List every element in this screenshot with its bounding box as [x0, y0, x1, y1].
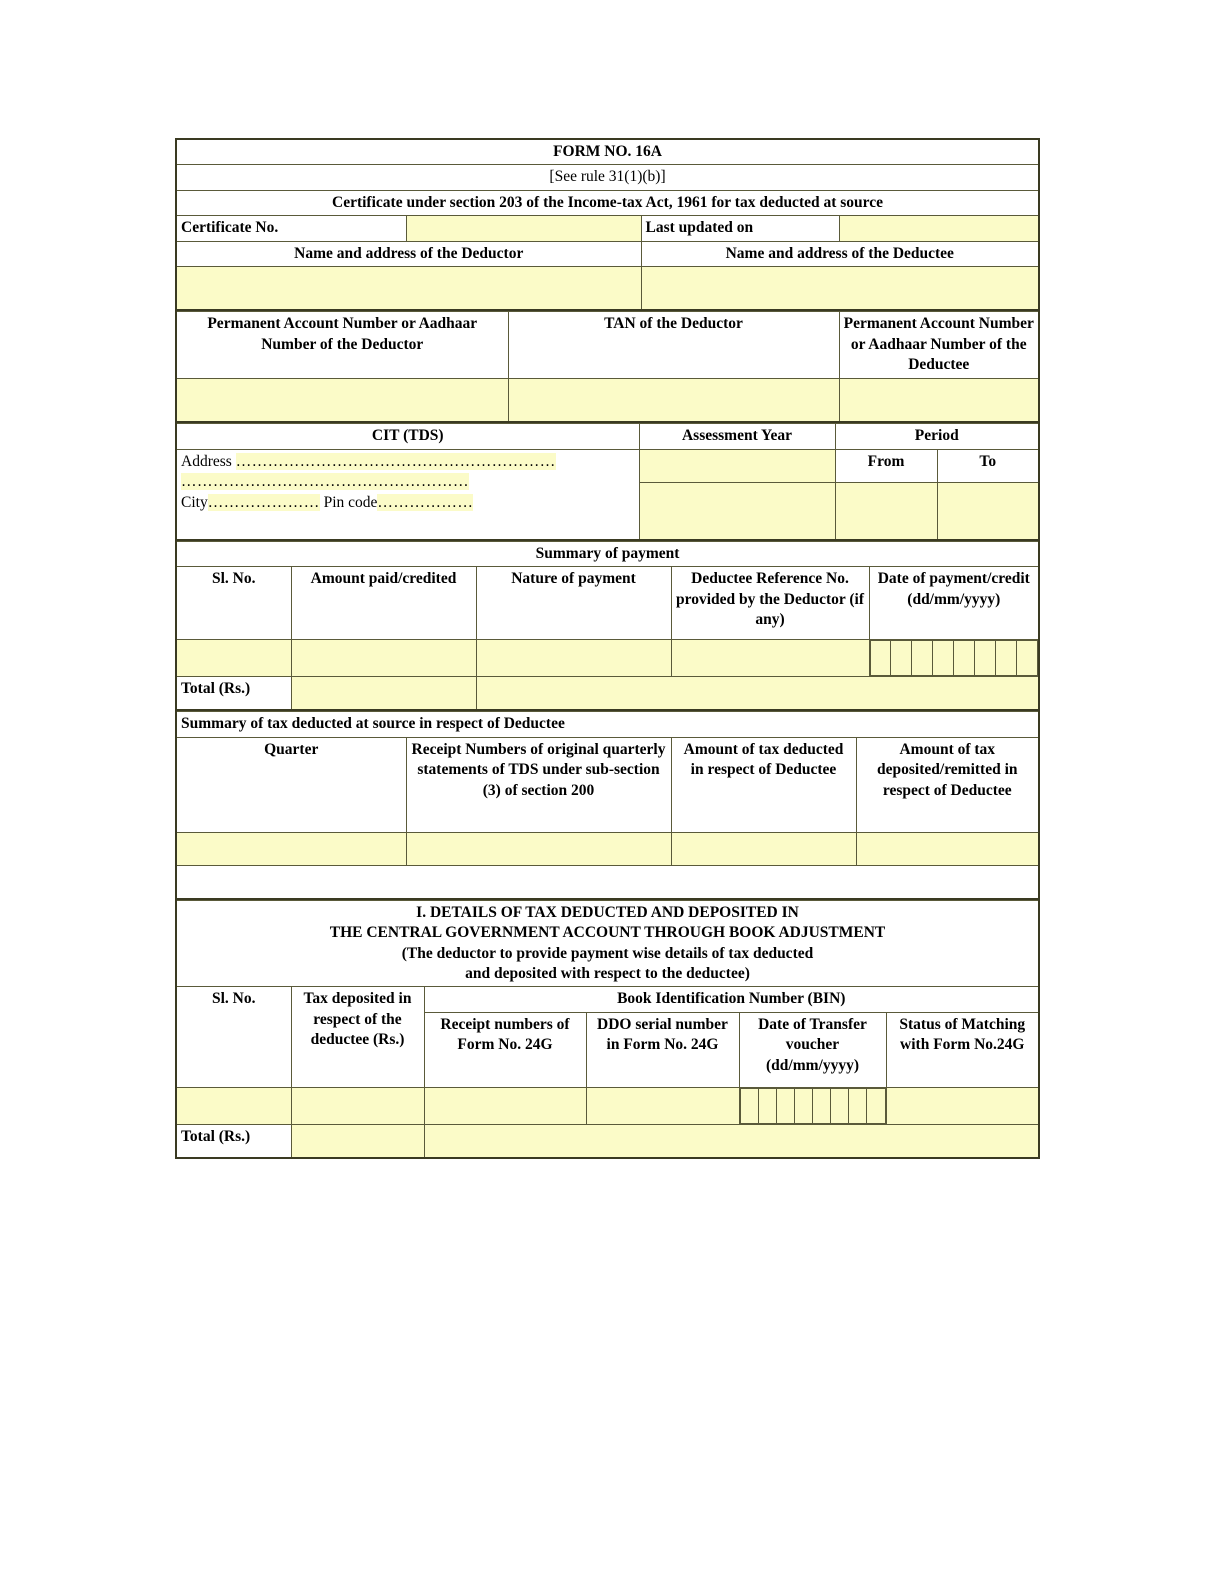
section-one-total-rest[interactable]	[424, 1124, 1039, 1158]
col-status-of-matching: Status of Matching with Form No.24G	[886, 1012, 1039, 1087]
party-value-row	[176, 267, 1039, 311]
col-ddo-serial-number: DDO serial number in Form No. 24G	[586, 1012, 739, 1087]
date-box[interactable]	[891, 641, 912, 676]
cell-date-of-transfer-boxes	[739, 1087, 886, 1124]
date-box[interactable]	[849, 1088, 867, 1123]
cell-quarter[interactable]	[176, 832, 406, 865]
date-box[interactable]	[933, 641, 954, 676]
last-updated-label: Last updated on	[641, 216, 839, 241]
rule-reference-row	[176, 165, 1039, 190]
col-bin-heading: Book Identification Number (BIN)	[424, 987, 1039, 1012]
col-deductee-reference-no: Deductee Reference No. provided by the Deductor (if any)	[671, 567, 869, 640]
certificate-no-field[interactable]	[406, 216, 641, 241]
col-sl-no: Sl. No.	[176, 567, 291, 640]
cit-address-label: Address	[181, 452, 232, 470]
col-receipt-numbers-24g: Receipt numbers of Form No. 24G	[424, 1012, 586, 1087]
cit-heading: CIT (TDS)	[176, 424, 639, 449]
period-to-label: To	[937, 449, 1039, 482]
section-one-header-row-1	[176, 987, 1039, 1012]
cit-pin-dots[interactable]: ………………	[377, 493, 474, 511]
summary-of-payment-table	[175, 541, 1040, 711]
summary-payment-total-rest[interactable]	[476, 677, 1039, 711]
date-box[interactable]	[870, 641, 891, 676]
cit-address-line1	[181, 452, 635, 472]
col-sl-no-bin: Sl. No.	[176, 987, 291, 1087]
party-heading-row	[176, 241, 1039, 266]
cell-amount-tax-deducted[interactable]	[671, 832, 856, 865]
summary-tds-data-row	[176, 832, 1039, 865]
pan-tan-table	[175, 311, 1040, 423]
date-box[interactable]	[867, 1088, 885, 1123]
cit-address-dots-1[interactable]: ……………………………………………………	[235, 452, 556, 470]
section-one-total-amount[interactable]	[291, 1124, 424, 1158]
summary-tds-spacer-row	[176, 865, 1039, 899]
date-box[interactable]	[912, 641, 933, 676]
col-tax-deposited: Tax deposited in respect of the deductee (Rs.)	[291, 987, 424, 1087]
cell-amount-paid[interactable]	[291, 640, 476, 677]
col-date-of-transfer-voucher: Date of Transfer voucher (dd/mm/yyyy)	[739, 1012, 886, 1087]
deductee-heading: Name and address of the Deductee	[641, 241, 1039, 266]
cit-assessment-period-table	[175, 423, 1040, 540]
cit-address-dots-2[interactable]: ………………………………………………	[181, 473, 469, 491]
pan-deductor-field[interactable]	[176, 379, 508, 423]
cell-date-of-payment-boxes	[869, 640, 1039, 677]
summary-of-tds-table	[175, 711, 1040, 899]
deductor-heading: Name and address of the Deductor	[176, 241, 641, 266]
date-box[interactable]	[758, 1088, 776, 1123]
assessment-year-label: Assessment Year	[639, 424, 835, 449]
summary-payment-total-row	[176, 677, 1039, 711]
col-amount-tax-deposited: Amount of tax deposited/remitted in respect of Deductee	[856, 737, 1039, 832]
pan-deductee-label: Permanent Account Number or Aadhaar Number of the Deductee	[839, 312, 1039, 379]
tan-deductor-label: TAN of the Deductor	[508, 312, 839, 379]
section-one-title-line-3: (The deductor to provide payment wise details of tax deducted	[401, 944, 814, 962]
date-box[interactable]	[954, 641, 975, 676]
cit-pin-label: Pin code	[323, 493, 378, 511]
summary-of-tds-heading: Summary of tax deducted at source in respect of Deductee	[176, 712, 1039, 737]
page-title: FORM NO. 16A	[176, 139, 1039, 165]
form-16a-document	[175, 138, 1038, 1159]
cit-city-dots[interactable]: …………………	[207, 493, 320, 511]
cell-sl-no-bin[interactable]	[176, 1087, 291, 1124]
date-box[interactable]	[776, 1088, 794, 1123]
col-amount-tax-deducted: Amount of tax deducted in respect of Deductee	[671, 737, 856, 832]
section-one-title-row	[176, 900, 1039, 987]
form-header-table	[175, 138, 1040, 311]
tan-deductor-field[interactable]	[508, 379, 839, 423]
summary-payment-total-amount[interactable]	[291, 677, 476, 711]
summary-of-payment-heading: Summary of payment	[176, 541, 1039, 566]
cell-tax-deposited[interactable]	[291, 1087, 424, 1124]
cell-status-of-matching[interactable]	[886, 1087, 1039, 1124]
col-quarter: Quarter	[176, 737, 406, 832]
date-of-payment-box-strip	[870, 640, 1039, 676]
certificate-statement-row	[176, 190, 1039, 215]
col-date-of-payment: Date of payment/credit (dd/mm/yyyy)	[869, 567, 1039, 640]
date-of-transfer-box-strip	[740, 1088, 886, 1124]
section-one-data-row	[176, 1087, 1039, 1124]
cell-nature-of-payment[interactable]	[476, 640, 671, 677]
cell-amount-tax-deposited[interactable]	[856, 832, 1039, 865]
summary-payment-heading-row	[176, 541, 1039, 566]
summary-tds-header-row	[176, 737, 1039, 832]
spacer-cell	[176, 865, 1039, 899]
date-box[interactable]	[831, 1088, 849, 1123]
cell-receipt-numbers[interactable]	[406, 832, 671, 865]
certificate-statement: Certificate under section 203 of the Income-tax Act, 1961 for tax deducted at source	[176, 190, 1039, 215]
section-one-total-row	[176, 1124, 1039, 1158]
col-nature-of-payment: Nature of payment	[476, 567, 671, 640]
certificate-no-label: Certificate No.	[176, 216, 406, 241]
section-one-title	[176, 900, 1039, 987]
form-title-row	[176, 139, 1039, 165]
section-one-title-line-2: THE CENTRAL GOVERNMENT ACCOUNT THROUGH BOOK ADJUSTMENT	[329, 924, 886, 942]
last-updated-field[interactable]	[839, 216, 1039, 241]
summary-payment-data-row	[176, 640, 1039, 677]
deductor-field[interactable]	[176, 267, 641, 311]
col-receipt-numbers: Receipt Numbers of original quarterly statements of TDS under sub-section (3) of section 200	[406, 737, 671, 832]
col-amount-paid: Amount paid/credited	[291, 567, 476, 640]
section-one-table	[175, 900, 1040, 1159]
date-box[interactable]	[975, 641, 996, 676]
assessment-year-field-top[interactable]	[639, 449, 835, 482]
cit-address-line2	[181, 472, 635, 492]
date-box[interactable]	[1017, 641, 1038, 676]
date-box[interactable]	[740, 1088, 758, 1123]
summary-tds-heading-row	[176, 712, 1039, 737]
period-label: Period	[835, 424, 1039, 449]
date-box[interactable]	[813, 1088, 831, 1123]
period-from-label: From	[835, 449, 937, 482]
section-one-title-line-4: and deposited with respect to the deductee)	[465, 964, 750, 982]
summary-payment-total-label: Total (Rs.)	[176, 677, 291, 711]
rule-reference: [See rule 31(1)(b)]	[176, 165, 1039, 190]
cit-city-label: City	[181, 493, 208, 511]
cell-ddo-serial-number[interactable]	[586, 1087, 739, 1124]
certificate-no-row	[176, 216, 1039, 241]
section-one-title-line-1: I. DETAILS OF TAX DEDUCTED AND DEPOSITED IN	[416, 903, 799, 921]
cit-body-row	[176, 449, 1039, 482]
cit-heading-row	[176, 424, 1039, 449]
deductee-field[interactable]	[641, 267, 1039, 311]
period-to-field[interactable]	[937, 482, 1039, 540]
pan-tan-heading-row	[176, 312, 1039, 379]
cell-deductee-reference-no[interactable]	[671, 640, 869, 677]
summary-payment-header-row	[176, 567, 1039, 640]
period-from-field[interactable]	[835, 482, 937, 540]
date-box[interactable]	[996, 641, 1017, 676]
cit-city-line	[181, 493, 635, 513]
cell-receipt-numbers-24g[interactable]	[424, 1087, 586, 1124]
cell-sl-no[interactable]	[176, 640, 291, 677]
pan-deductee-field[interactable]	[839, 379, 1039, 423]
cit-address-block	[176, 449, 639, 540]
date-box[interactable]	[794, 1088, 812, 1123]
section-one-total-label: Total (Rs.)	[176, 1124, 291, 1158]
pan-tan-value-row	[176, 379, 1039, 423]
assessment-year-field[interactable]	[639, 482, 835, 540]
pan-deductor-label: Permanent Account Number or Aadhaar Number of the Deductor	[176, 312, 508, 379]
